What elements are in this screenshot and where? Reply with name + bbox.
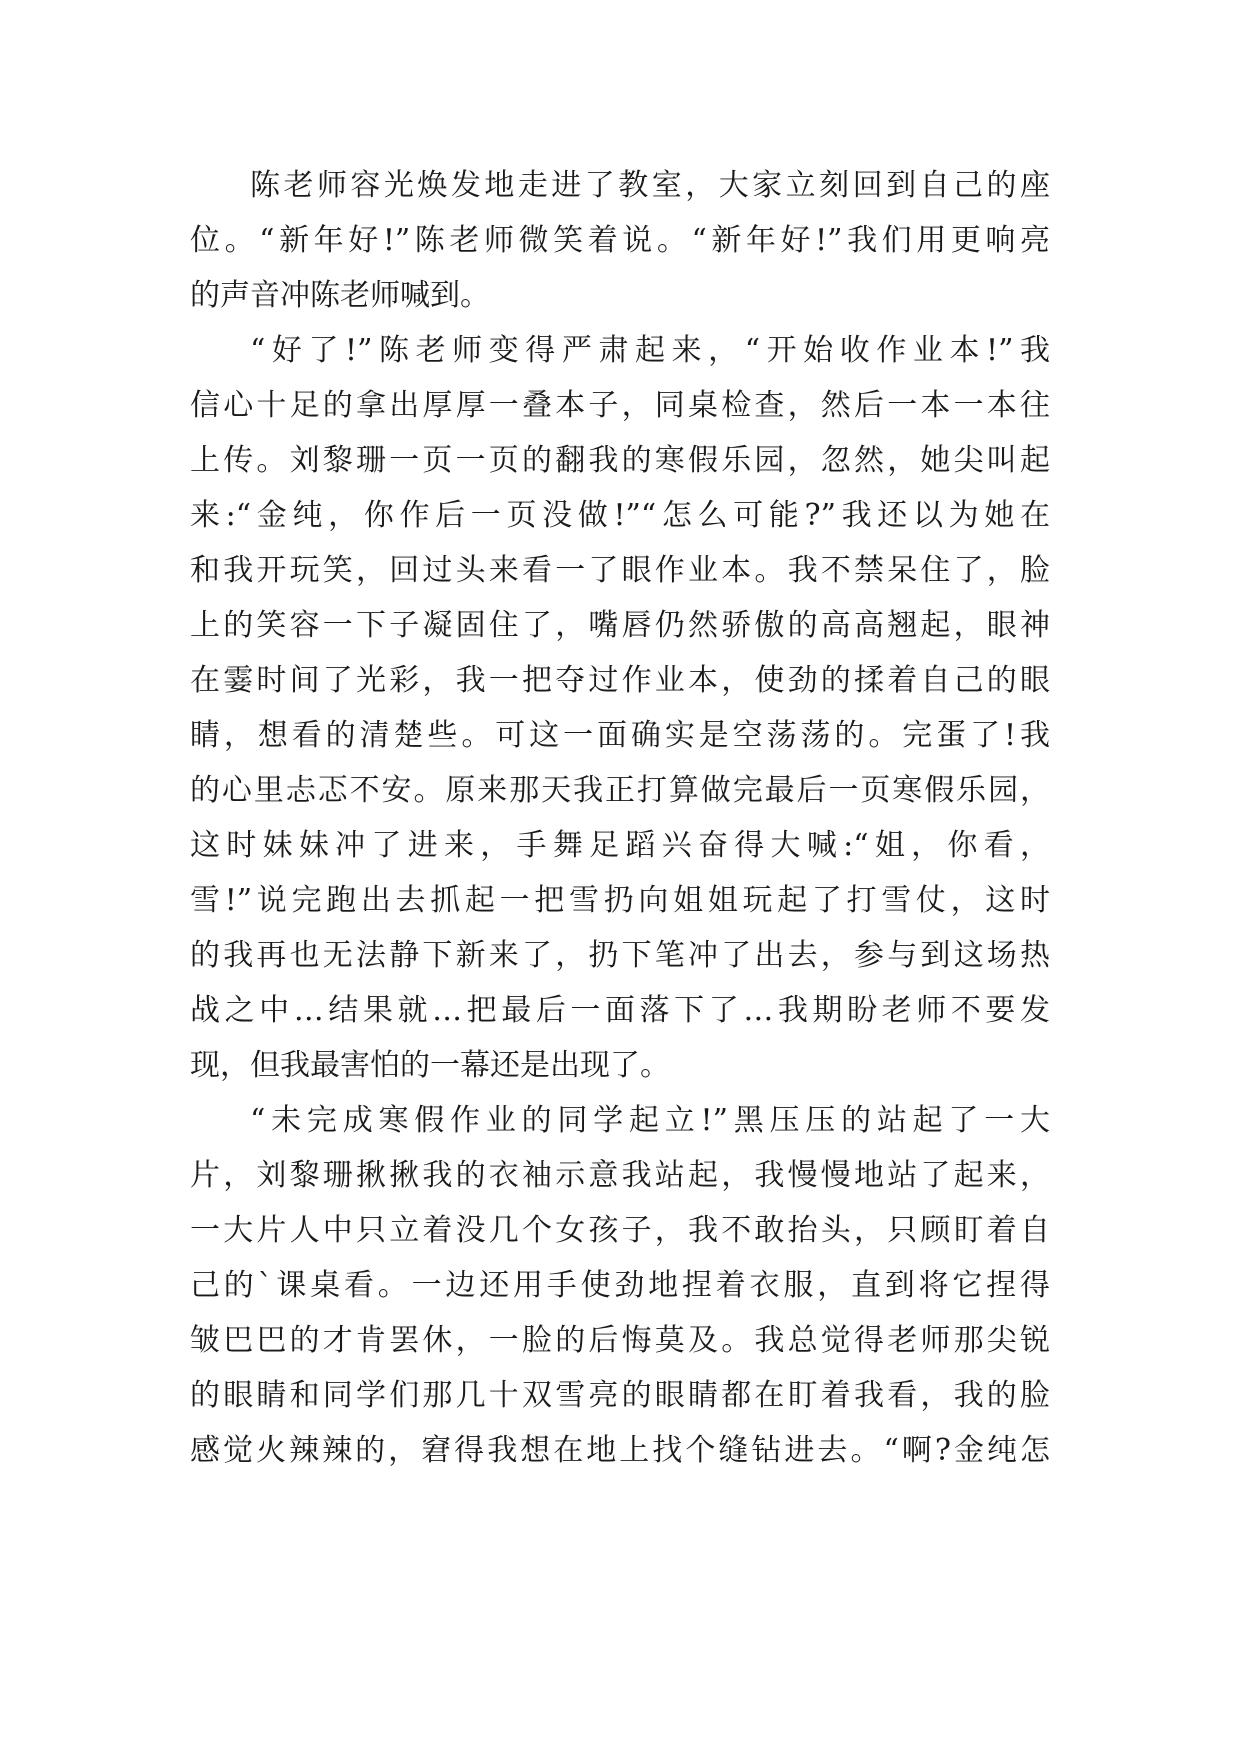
text-line: 的眼睛和同学们那几十双雪亮的眼睛都在盯着我看，我的脸 <box>190 1378 1050 1413</box>
text-line: 这时妹妹冲了进来，手舞足蹈兴奋得大喊:“姐，你看， <box>190 828 1050 863</box>
text-line: “好了!”陈老师变得严肃起来，“开始收作业本!”我 <box>250 333 1050 368</box>
text-line: 睛，想看的清楚些。可这一面确实是空荡荡的。完蛋了!我 <box>190 718 1050 753</box>
text-line: 陈老师容光焕发地走进了教室，大家立刻回到自己的座 <box>250 168 1050 203</box>
text-line: 感觉火辣辣的，窘得我想在地上找个缝钻进去。“啊?金纯怎 <box>190 1433 1050 1468</box>
text-line: 的我再也无法静下新来了，扔下笔冲了出去，参与到这场热 <box>190 938 1050 973</box>
text-line: 雪!”说完跑出去抓起一把雪扔向姐姐玩起了打雪仗，这时 <box>190 883 1050 918</box>
text-line: 和我开玩笑，回过头来看一了眼作业本。我不禁呆住了，脸 <box>190 553 1050 588</box>
text-line: 片，刘黎珊揪揪我的衣袖示意我站起，我慢慢地站了起来， <box>190 1158 1050 1193</box>
text-line: 现，但我最害怕的一幕还是出现了。 <box>190 1048 670 1083</box>
text-line: 的声音冲陈老师喊到。 <box>190 278 490 313</box>
text-line: 上传。刘黎珊一页一页的翻我的寒假乐园，忽然，她尖叫起 <box>190 443 1050 478</box>
body-text <box>190 158 1050 1478</box>
text-line: 来:“金纯，你作后一页没做!”“怎么可能?”我还以为她在 <box>190 498 1050 533</box>
text-line: 皱巴巴的才肯罢休，一脸的后悔莫及。我总觉得老师那尖锐 <box>190 1323 1050 1358</box>
text-line: 位。“新年好!”陈老师微笑着说。“新年好!”我们用更响亮 <box>190 223 1050 258</box>
text-line: 上的笑容一下子凝固住了，嘴唇仍然骄傲的高高翘起，眼神 <box>190 608 1050 643</box>
text-line: 己的`课桌看。一边还用手使劲地捏着衣服，直到将它捏得 <box>190 1268 1050 1303</box>
text-line: 信心十足的拿出厚厚一叠本子，同桌检查，然后一本一本往 <box>190 388 1050 423</box>
text-line: 战之中…结果就…把最后一面落下了…我期盼老师不要发 <box>190 993 1050 1028</box>
text-line: “未完成寒假作业的同学起立!”黑压压的站起了一大 <box>250 1103 1050 1138</box>
text-line: 的心里忐忑不安。原来那天我正打算做完最后一页寒假乐园， <box>190 773 1050 808</box>
text-line: 在霎时间了光彩，我一把夺过作业本，使劲的揉着自己的眼 <box>190 663 1050 698</box>
text-line: 一大片人中只立着没几个女孩子，我不敢抬头，只顾盯着自 <box>190 1213 1050 1248</box>
